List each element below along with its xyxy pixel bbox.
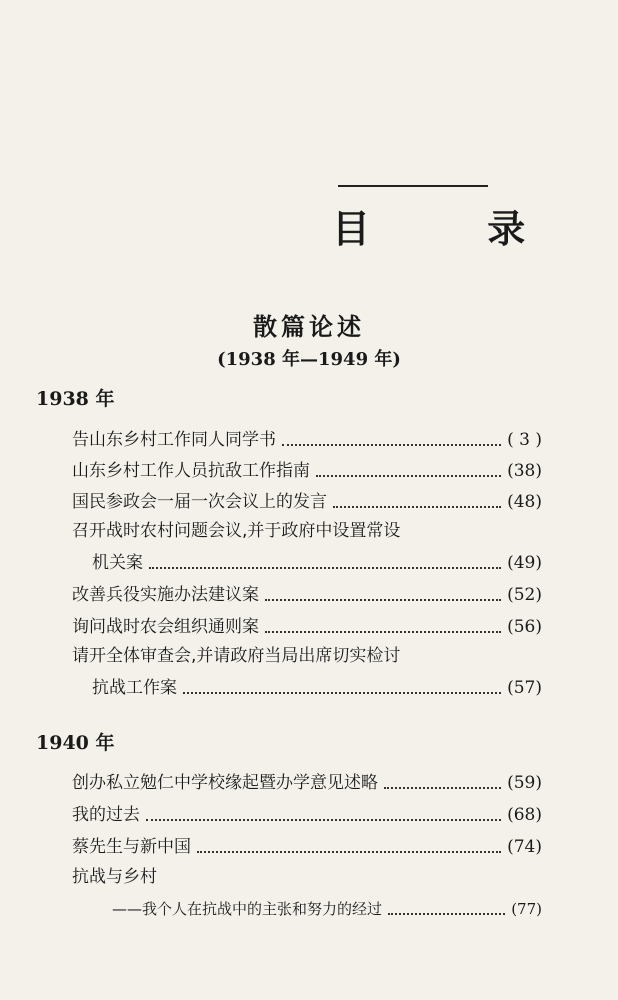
- leader-dots: [197, 851, 501, 853]
- entry-title: 召开战时农村问题会议,并于政府中设置常设: [72, 521, 401, 541]
- toc-entry: [72, 487, 542, 513]
- title-rule: [338, 185, 488, 187]
- entry-title: 请开全体审查会,并请政府当局出席切实检讨: [72, 646, 401, 666]
- entry-title: 我的过去: [72, 805, 140, 825]
- leader-dots: [146, 819, 501, 821]
- entry-title-continued: ——我个人在抗战中的主张和努力的经过: [112, 900, 383, 918]
- entry-title: 创办私立勉仁中学校缘起暨办学意见述略: [72, 773, 378, 793]
- entry-page: (38): [507, 461, 542, 481]
- leader-dots: [388, 913, 505, 915]
- section-title: 散篇论述: [253, 313, 365, 341]
- year-heading-1938: 1938 年: [36, 388, 115, 410]
- toc-entry: [72, 580, 542, 606]
- leader-dots: [384, 787, 501, 789]
- page-title: 目 录: [332, 206, 578, 251]
- toc-entry: [92, 548, 542, 574]
- leader-dots: [265, 599, 501, 601]
- entry-page: ( 3 ): [507, 430, 542, 450]
- toc-entry: [72, 425, 542, 451]
- entry-page: (56): [507, 617, 542, 637]
- toc-entry: [92, 673, 542, 699]
- year-heading-1940: 1940 年: [36, 732, 115, 754]
- toc-entry: [72, 800, 542, 826]
- leader-dots: [149, 567, 501, 569]
- leader-dots: [265, 631, 501, 633]
- leader-dots: [282, 444, 501, 446]
- entry-title: 国民参政会一届一次会议上的发言: [72, 492, 327, 512]
- entry-page: (74): [507, 837, 542, 857]
- entry-page: (68): [507, 805, 542, 825]
- entry-page: (77): [511, 900, 542, 918]
- leader-dots: [183, 692, 501, 694]
- leader-dots: [316, 475, 501, 477]
- entry-title: 山东乡村工作人员抗敌工作指南: [72, 461, 310, 481]
- entry-title: 改善兵役实施办法建议案: [72, 585, 259, 605]
- toc-entry: [72, 612, 542, 638]
- toc-entry: [72, 456, 542, 482]
- toc-entry: [72, 832, 542, 858]
- entry-page: (59): [507, 773, 542, 793]
- entry-title: 抗战与乡村: [72, 867, 157, 887]
- entry-page: (49): [507, 553, 542, 573]
- entry-page: (48): [507, 492, 542, 512]
- entry-title: 告山东乡村工作同人同学书: [72, 430, 276, 450]
- entry-title-continued: 抗战工作案: [92, 678, 177, 698]
- toc-entry: [112, 894, 542, 920]
- section-subtitle: (1938 年—1949 年): [217, 349, 401, 370]
- toc-entry: [72, 768, 542, 794]
- leader-dots: [333, 506, 501, 508]
- entry-title-continued: 机关案: [92, 553, 143, 573]
- entry-title: 询问战时农会组织通则案: [72, 617, 259, 637]
- entry-page: (57): [507, 678, 542, 698]
- entry-page: (52): [507, 585, 542, 605]
- entry-title: 蔡先生与新中国: [72, 837, 191, 857]
